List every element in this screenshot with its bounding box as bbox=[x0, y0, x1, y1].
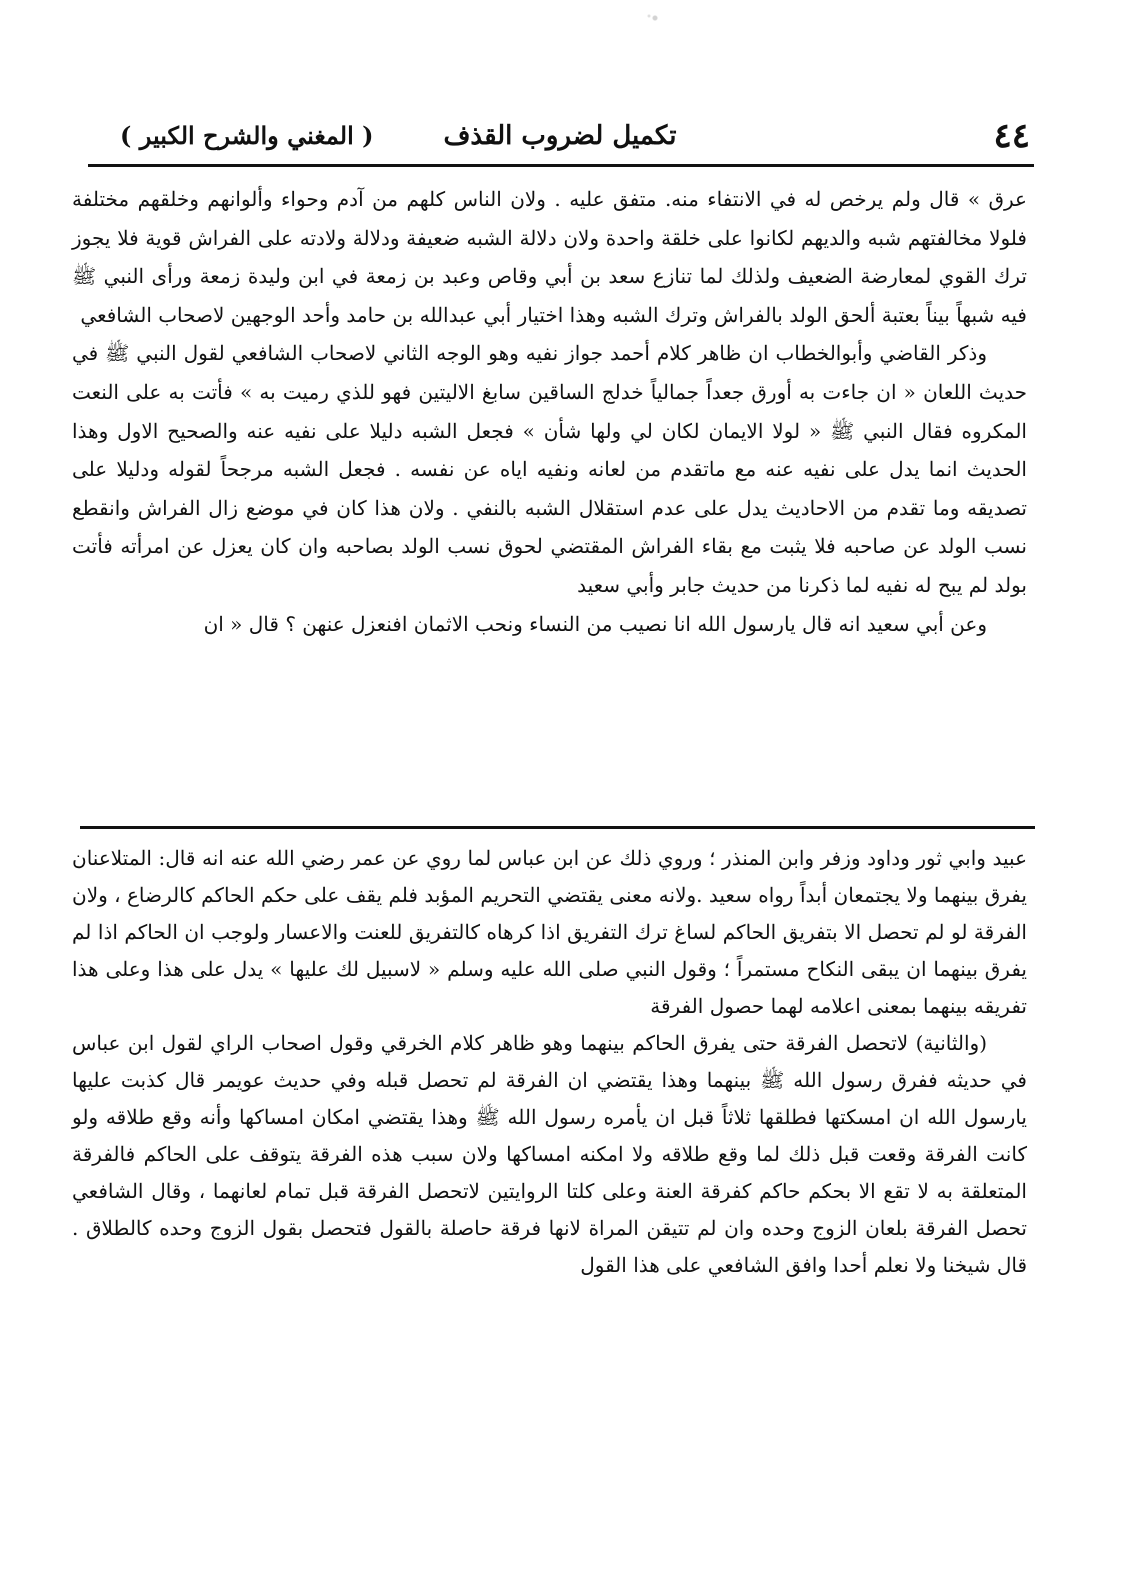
running-title: تكميل لضروب القذف bbox=[443, 121, 677, 151]
book-title: ( المغني والشرح الكبير ) bbox=[120, 121, 374, 150]
main-text bbox=[72, 180, 1027, 643]
section-divider-rule bbox=[80, 826, 1035, 829]
commentary-paragraph-1: عبيد وابي ثور وداود وزفر وابن المنذر ؛ وروي ذلك عن ابن عباس لما روي عن عمر رضي الله عنه انه قال: المتلاعنان يفرق بينهما ولا يجتمعان أبداً رواه سعيد .ولانه معنى يقتضي التحريم المؤبد فلم يقف على حكم الحاكم كالرضاع ، ولان الفرقة لو لم تحصل الا بتفريق الحاكم لساغ ترك التفريق اذا كرهاه كالتفريق للعنت والاعسار ولوجب ان الحاكم اذا لم يفرق بينهما ان يبقى النكاح مستمراً ؛ وقول النبي صلى الله عليه وسلم « لاسبيل لك عليها » يدل على هذا وعلى هذا تفريقه بينهما بمعنى اعلامه لهما حصول الفرقة bbox=[72, 846, 1028, 1018]
header-rule bbox=[88, 164, 1034, 167]
main-paragraph-2: وذكر القاضي وأبوالخطاب ان ظاهر كلام أحمد جواز نفيه وهو الوجه الثاني لاصحاب الشافعي لقول النبي ﷺ في حديث اللعان « ان جاءت به أورق جعداً جمالياً خدلج الساقين سابغ الاليتين فهو للذي رميت به » فأتت به على النعت المكروه فقال النبي ﷺ « لولا الايمان لكان لي ولها شأن » فجعل الشبه دليلا على نفيه عنه والصحيح الاول وهذا الحديث انما يدل على نفيه عنه مع ماتقدم من لعانه ونفيه اياه عن نفسه . فجعل الشبه مرجحاً لقوله ودليلا على تصديقه وما تقدم من الاحاديث يدل على عدم استقلال الشبه بالنفي . ولان هذا كان في موضع زال الفراش وانقطع نسب الولد عن صاحبه فلا يثبت مع بقاء الفراش المقتضي لحوق نسب الولد بصاحبه وان كان يعزل عن امرأته فأتت بولد لم يبح له نفيه لما ذكرنا من حديث جابر وأبي سعيد bbox=[72, 341, 1027, 597]
page-number: ٤٤ bbox=[993, 116, 1030, 156]
commentary-paragraph-2: (والثانية) لاتحصل الفرقة حتى يفرق الحاكم بينهما وهو ظاهر كلام الخرقي وقول اصحاب الراي لقول ابن عباس في حديثه ففرق رسول الله ﷺ بينهما وهذا يقتضي ان الفرقة لم تحصل قبله وفي حديث عويمر قال كذبت عليها يارسول الله ان امسكتها فطلقها ثلاثاً قبل ان يأمره رسول الله ﷺ وهذا يقتضي امكان امساكها وأنه وقع طلاقه ولو كانت الفرقة وقعت قبل ذلك لما وقع طلاقه ولا امكنه امساكها ولان سبب هذه الفرقة يتوقف على الحاكم فالفرقة المتعلقة به لا تقع الا بحكم حاكم كفرقة العنة وعلى كلتا الروايتين لاتحصل الفرقة قبل تمام لعانهما ، وقال الشافعي تحصل الفرقة بلعان الزوج وحده وان لم تتيقن المراة لانها فرقة حاصلة بالقول فتحصل بقول الزوج وحده كالطلاق . قال شيخنا ولا نعلم أحدا وافق الشافعي على هذا القول bbox=[72, 1031, 1027, 1277]
commentary-text bbox=[72, 840, 1027, 1284]
main-paragraph-3: وعن أبي سعيد انه قال يارسول الله انا نصيب من النساء ونحب الاثمان افنعزل عنهن ؟ قال « ان bbox=[203, 611, 987, 636]
main-paragraph-1: عرق » قال ولم يرخص له في الانتفاء منه. متفق عليه . ولان الناس كلهم من آدم وحواء وألوانهم وخلقهم مختلفة فلولا مخالفتهم شبه والديهم لكانوا على خلقة واحدة ولان دلالة الشبه ضعيفة ودلالة ولادته على الفراش قوية فلا يجوز ترك القوي لمعارضة الضعيف ولذلك لما تنازع سعد بن أبي وقاص وعبد بن زمعة في ابن وليدة زمعة ورأى النبي ﷺ فيه شبهاً بيناً بعتبة ألحق الولد بالفراش وترك الشبه وهذا اختيار أبي عبدالله بن حامد وأحد الوجهين لاصحاب الشافعي bbox=[72, 187, 1027, 327]
page-header bbox=[90, 112, 1030, 162]
page-stamp-mark bbox=[640, 8, 670, 28]
